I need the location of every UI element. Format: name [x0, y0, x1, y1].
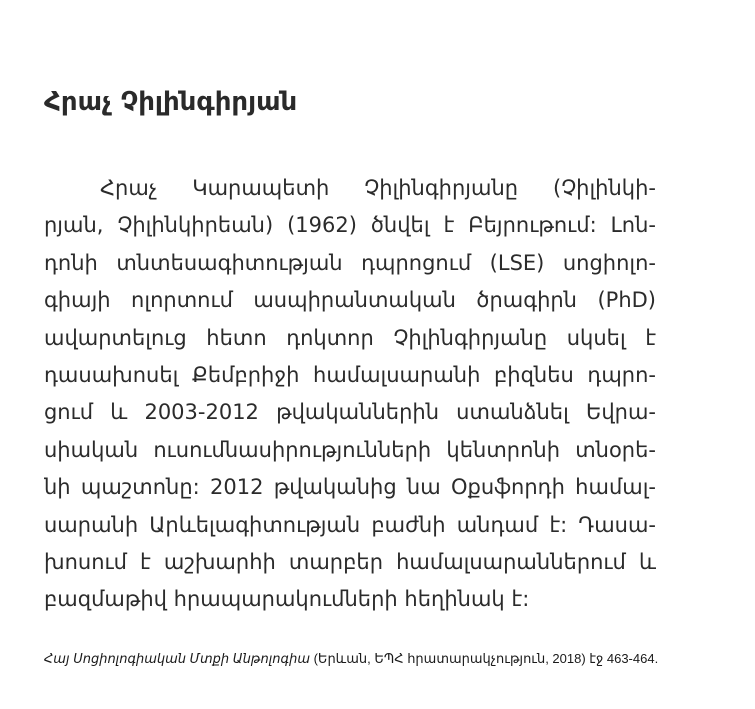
paragraph-line: սիական ուսումնասիրությունների կենտրոնի տնօրե-	[44, 437, 656, 462]
page-title: Հրաչ Չիլինգիրյան	[44, 87, 298, 117]
paragraph-line: ցում և 2003-2012 թվականներին ստանձնել Եվրա-	[44, 400, 656, 425]
paragraph-line: Հրաչ Կարապետի Չիլինգիրյանը (Չիլինկի-	[100, 176, 656, 200]
paragraph-line: րյան, Չիլինկիրեան) (1962) ծնվել է Բեյրութում: Լոն-	[44, 213, 656, 238]
paragraph-line: բազմաթիվ հրապարակումների հեղինակ է:	[44, 587, 530, 612]
biography-paragraph	[44, 170, 656, 619]
paragraph-line: ավարտելուց հետո դոկտոր Չիլինգիրյանը սկսել է	[44, 325, 656, 350]
paragraph-line: սարանի Արևելագիտության բաժնի անդամ է: Դասա-	[44, 512, 656, 537]
paragraph-line: խոսում է աշխարհի տարբեր համալսարաններում և	[44, 549, 656, 574]
citation-details: (Երևան, ԵՊՀ հրատարակչություն, 2018) էջ 463-464.	[309, 651, 659, 666]
source-citation	[44, 650, 724, 668]
citation-work-title: Հայ Սոցիոլոգիական Մտքի Անթոլոգիա	[44, 651, 310, 666]
paragraph-line: դոնի տնտեսագիտության դպրոցում (LSE) սոցիոլո-	[44, 250, 656, 275]
paragraph-line: նի պաշտոնը: 2012 թվականից նա Օքսֆորդի համալ-	[44, 475, 656, 500]
paragraph-line: գիայի ոլորտում ասպիրանտական ծրագիրն (PhD)	[44, 288, 656, 313]
paragraph-line: դասախոսել Քեմբրիջի համալսարանի բիզնես դպրո-	[44, 362, 656, 387]
